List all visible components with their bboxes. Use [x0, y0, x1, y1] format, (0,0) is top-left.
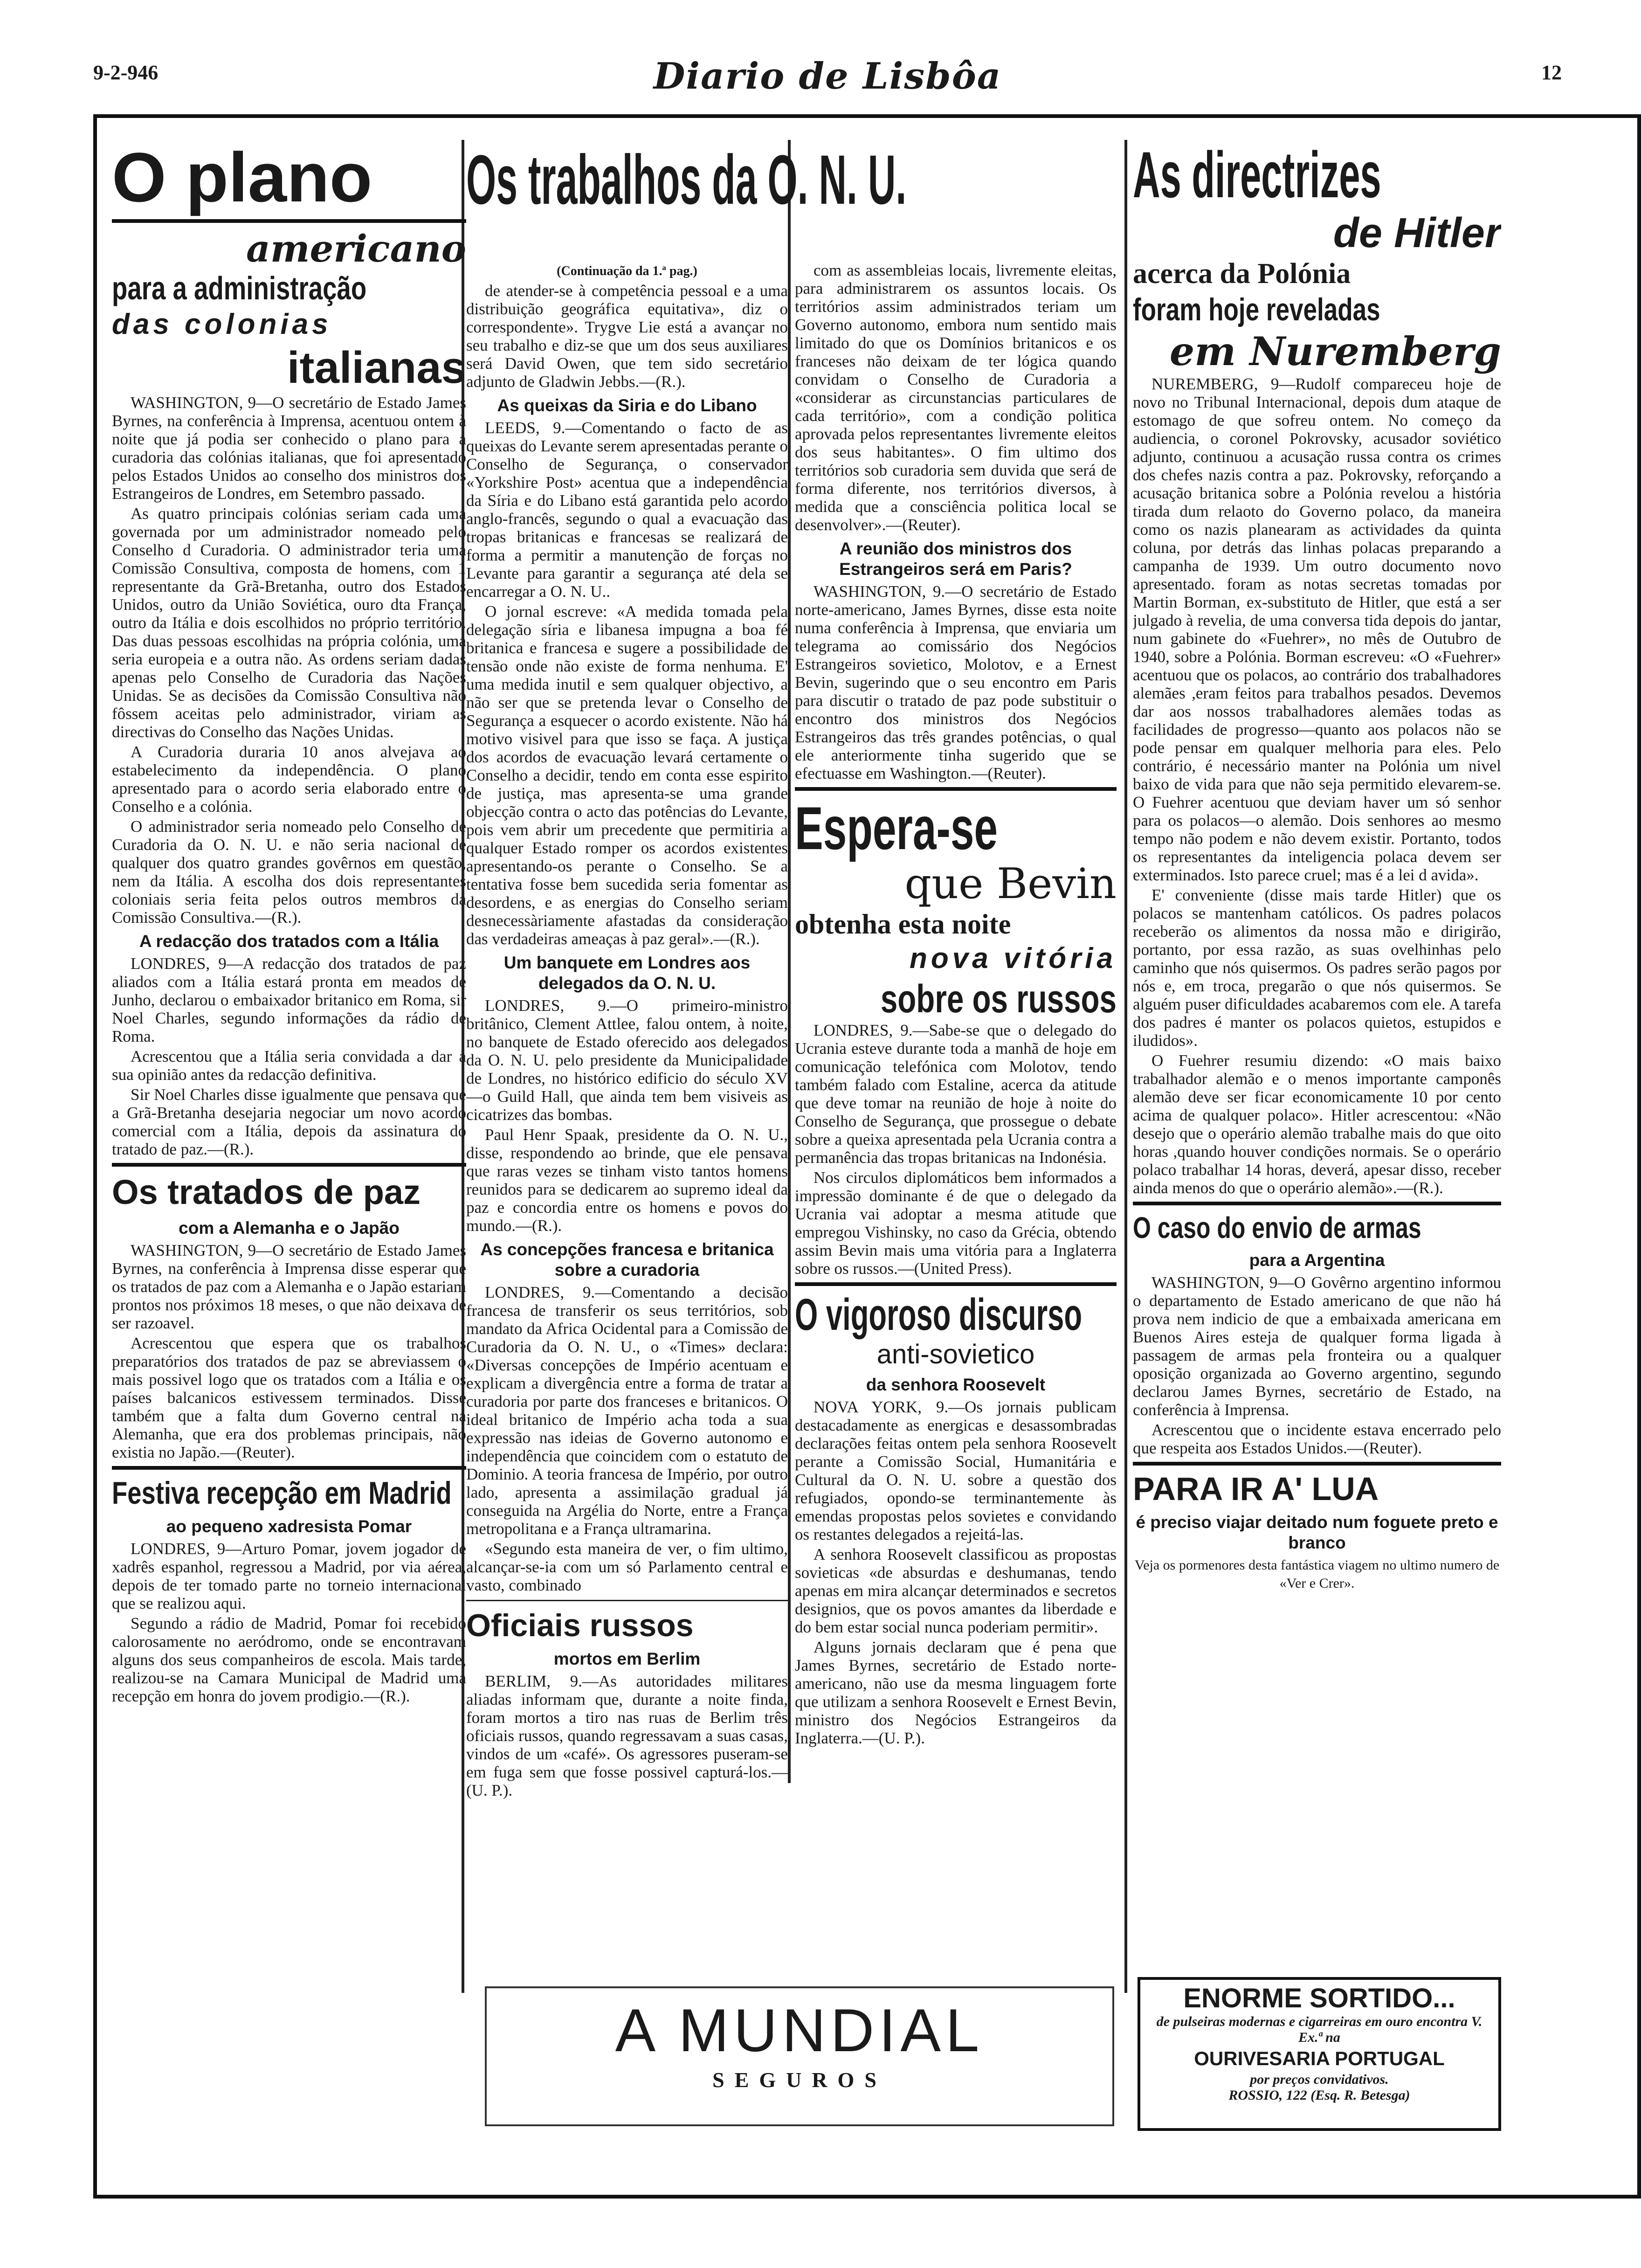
- divider: [466, 1600, 788, 1601]
- headline: em Nuremberg: [1169, 328, 1501, 374]
- subheading: As concepções francesa e britanica sobre a curadoria: [480, 1240, 774, 1279]
- headline: sobre os russos: [880, 977, 1117, 1021]
- headline: americano: [246, 227, 466, 270]
- page-number: 12: [1541, 61, 1562, 84]
- subheading: para a Argentina: [1249, 1251, 1385, 1270]
- paragraph: com as assembleias locais, livremente eleitas, para administrarem os assuntos locais. Os territórios assim administrados teriam um Governo autonomo, embora num sentido mais limitado do que os Domínios britanicos e os franceses não deixam de ter lógica quando convidam o Conselho de Curadoria a «considerar as circunstancias particulares de cada território», com a condição politica aprovada pelos representantes livremente eleitos dos seus habitantes». O fim ultimo dos territórios sob curadoria sem duvida que será de forma diferente, nos territórios diversos, à medida que a consciência politica local se desenvolver».—(Reuter).: [795, 261, 1117, 534]
- subheading: ao pequeno xadresista Pomar: [166, 1517, 412, 1536]
- ad-title: ENORME SORTIDO...: [1183, 1983, 1455, 2013]
- paragraph: A senhora Roosevelt classificou as propostas sovieticas «de absurdas e deshumanas, tendo apenas em mira alcançar determinados e secretos designios, que os povos amantes da liberdade e do bem estar social nunca poderiam permitir».: [795, 1545, 1117, 1636]
- paragraph: WASHINGTON, 9.—O secretário de Estado norte-americano, James Byrnes, disse esta noite numa conferência à Imprensa, que enviaria um telegrama ao comissário dos Negócios Estrangeiros sovietico, Molotov, e a Ernest Bevin, sugerindo que o seu encontro em Paris para discutir o tratado de paz pode substituir o encontro dos ministros dos Negócios Estrangeiros das três grandes potências, o qual ele anteriormente tinha sugerido que se efectuasse em Washington.—(Reuter).: [795, 582, 1117, 782]
- paragraph: LONDRES, 9.—Comentando a decisão francesa de transferir os seus territórios, sob mandato da Africa Ocidental para a Comissão de Curadoria da O. N. U., o «Times» declara: «Diversas concepções de Império acentuam e explicam a divergência entre a forma de tratar a curadoria por parte dos franceses e britanicos. O ideal britanico de Império acha toda a sua expressão nas ideias de Governo autonomo e independência que coincidem com o estatuto de Dominio. A teoria francesa de Império, por outro lado, apresenta a assimilação gradual já conseguida na Argélia do Norte, entre a França metropolitana e a França ultramarina.: [466, 1283, 788, 1538]
- headline: As directrizes: [1133, 140, 1381, 211]
- ad-text: de pulseiras modernas e cigarreiras em ouro encontra V. Ex.ª na: [1156, 2014, 1482, 2045]
- paragraph: WASHINGTON, 9—O secretário de Estado James Byrnes, na conferência à Imprensa disse esperar que os tratados de paz com a Alemanha e o Japão estariam prontos nos próximos 18 meses, o que não deixava de ser razoavel.: [112, 1241, 466, 1332]
- paragraph: Nos circulos diplomáticos bem informados a impressão dominante é de que o delegado da Ucrania vai adoptar a mesma atitude que empregou Vishinsky, no caso da Grécia, obtendo assim Bevin mais uma vitória para a Inglaterra sobre os russos.—(United Press).: [795, 1169, 1117, 1278]
- paragraph: NOVA YORK, 9.—Os jornais publicam destacadamente as energicas e desassombradas declarações feitas ontem pela senhora Roosevelt perante a Comissão Social, Humanitária e Cultural da O. N. U. sobre a questão dos refugiados, opondo-se terminantemente às emendas propostas pelos sovietes e convidando os restantes delegados a rejeitá-las.: [795, 1398, 1117, 1543]
- headline: Os tratados de paz: [112, 1173, 421, 1211]
- advertisement-ourivesaria: [1138, 1977, 1501, 2131]
- paragraph: de atender-se à competência pessoal e a uma distribuição geográfica equitativa», diz o correspondente». Trygve Lie está a avançar no seu trabalho e diz-se que um dos seus auxiliares será David Owen, que tem sido secretário adjunto de Gladwin Jebbs.—(R.).: [466, 282, 788, 391]
- headline: anti-sovietico: [876, 1339, 1035, 1369]
- paragraph: «Segundo esta maneira de ver, o fim ultimo, alcançar-se-ia com um só Parlamento central e vasto, combinado: [466, 1540, 788, 1594]
- paragraph: WASHINGTON, 9—O secretário de Estado James Byrnes, na conferência à Imprensa, acentuou ontem à noite que já podia ser conhecido o plano para a curadoria das colónias italianas, que foi apresentado pelos Estados Unidos ao conselho dos ministros dos Estrangeiros de Londres, em Setembro passado.: [112, 394, 466, 503]
- subheading: Um banquete em Londres aos delegados da O. N. U.: [503, 953, 751, 993]
- paragraph: BERLIM, 9.—As autoridades militares aliadas informam que, durante a noite finda, foram mortos a tiro nas ruas de Berlim três oficiais russos, quando regressavam a suas casas, vindos de um «café». Os agressores puseram-se em fuga sem que fosse possivel capturá-los.—(U. P.).: [466, 1672, 788, 1799]
- headline: O caso do envio de armas: [1133, 1211, 1421, 1245]
- issue-date: 9-2-946: [93, 61, 159, 84]
- paragraph: Segundo a rádio de Madrid, Pomar foi recebido calorosamente no aeródromo, onde se encontravam alguns dos seus companheiros de escola. Mais tarde, realizou-se na Camara Municipal de Madrid uma recepção em honra do jovem prodigio.—(R.).: [112, 1614, 466, 1705]
- headline: para a administração: [112, 270, 367, 306]
- newspaper-title: Diario de Lisbôa: [653, 55, 1002, 97]
- divider: [112, 1163, 466, 1167]
- paragraph: Veja os pormenores desta fantástica viagem no ultimo numero de «Ver e Crer».: [1134, 1557, 1500, 1591]
- headline: nova vitória: [910, 942, 1117, 975]
- paragraph: LONDRES, 9.—Sabe-se que o delegado do Ucrania esteve durante toda a manhã de hoje em comunicação telefónica com Molotov, tendo também falado com Estaline, acerca da atitude que deve tomar na reunião de hoje à noite do Conselho de Segurança, que prossegue o debate sobre a queixa apresentada pela Ucrania contra a permanência das tropas britanicas na Indonésia.: [795, 1021, 1117, 1167]
- headline: Os trabalhos da O. N. U.: [466, 140, 907, 219]
- headline: italianas: [287, 343, 466, 393]
- ad-address: ROSSIO, 122 (Esq. R. Betesga): [1228, 2088, 1410, 2103]
- paragraph: Paul Henr Spaak, presidente da O. N. U., disse, respondendo ao brinde, que ele pensava que raras vezes se tinham visto tantos homens reunidos para se dedicarem ao supremo ideal da paz e concordia entre os homens e povos do mundo.—(R.).: [466, 1126, 788, 1235]
- divider: [112, 219, 466, 223]
- column-4: [1133, 140, 1501, 1970]
- paragraph: O Fuehrer resumiu dizendo: «O mais baixo trabalhador alemão e o menos importante camponês alemão deve ser ficar economicamente 10 por cento acima de qualquer polaco». Hitler acrescentou: «Não desejo que o operário alemão trabalhe mais do que oito horas ,quando houver condições normais. Se o operário polaco trabalhar 14 horas, deverá, apesar disso, receber ainda menos do que o operário alemão».—(R.).: [1133, 1051, 1501, 1197]
- headline: Festiva recepção em Madrid: [112, 1475, 452, 1511]
- column-1: [112, 140, 466, 2184]
- paragraph: Acrescentou que a Itália seria convidada a dar a sua opinião antes da redacção definitiva.: [112, 1047, 466, 1084]
- divider: [112, 1466, 466, 1470]
- column-rule: [788, 140, 791, 1783]
- paragraph: Alguns jornais declaram que é pena que James Byrnes, secretário de Estado norte-americano, não use da mesma linguagem forte que utilizam a senhora Roosevelt e Ernest Bevin, ministro dos Negócios Estrangeiros da Inglaterra.—(U. P.).: [795, 1638, 1117, 1747]
- headline: acerca da Polónia: [1133, 258, 1351, 290]
- paragraph: Acrescentou que o incidente estava encerrado pelo que respeita aos Estados Unidos.—(Reuter).: [1133, 1421, 1501, 1457]
- headline: foram hoje reveladas: [1133, 292, 1380, 327]
- headline: obtenha esta noite: [795, 909, 1011, 940]
- paragraph: E' conveniente (disse mais tarde Hitler) que os polacos se mantenham católicos. Os padres polacos receberão os alimentos da nossa mão e dirigirão, portanto, por essa razão, as suas ovelhinhas pelo caminho que nós quisermos. Os padres serão pagos por nós e, em troca, pregarão o que nós quisermos. Se alguém puser dificuldades acabaremos com ele. A tarefa dos padres é manter os polacos quietos, estupidos e iludidos».: [1133, 886, 1501, 1050]
- paragraph: O administrador seria nomeado pelo Conselho de Curadoria da O. N. U. e não seria nacional de qualquer dos quatro grandes govêrnos em questão, nem da Itália. A escolha dos dois representantes coloniais seria feita pelos outros membros da Comissão Consultiva.—(R.).: [112, 817, 466, 927]
- ad-title: A MUNDIAL: [615, 1996, 984, 2064]
- column-3: [795, 261, 1117, 1988]
- subheading: da senhora Roosevelt: [866, 1375, 1046, 1394]
- divider: [1133, 1202, 1501, 1205]
- ad-text: por preços convidativos.: [1250, 2072, 1389, 2087]
- column-rule: [1124, 140, 1127, 1993]
- paragraph: LONDRES, 9.—O primeiro-ministro britânico, Clement Attlee, falou ontem, à noite, no banquete de Estado oferecido aos delegados da O. N. U. pelo presidente da Municipalidade de Londres, no histórico edificio do século XV—o Guild Hall, que ainda tem bem visiveis as cicatrizes das bombas.: [466, 996, 788, 1124]
- headline: PARA IR A' LUA: [1133, 1471, 1379, 1507]
- paragraph: Sir Noel Charles disse igualmente que pensava que a Grã-Bretanha desejaria negociar um novo acordo comercial com a Itália, depois da assinatura do tratado de paz.—(R.).: [112, 1086, 466, 1158]
- divider: [1133, 1462, 1501, 1466]
- paragraph: As quatro principais colónias seriam cada uma governada por um administrador nomeado pelo Conselho d Curadoria. O administrador teria uma Comissão Consultiva, composta de homens, com 1 representante da Grã-Bretanha, outro dos Estados Unidos, outro da União Soviética, ouro dta França, outro da Itália e dois escolhidos no próprio território. Das duas pessoas escolhidas na própria colónia, uma seria europeia e a outra não. As ordens seriam dadas apenas pelo Conselho de Curadoria das Nações Unidas. Se as decisões da Comissão Consultiva não fôssem aceitas pelo administrador, viriam as directivas do Conselho das Nações Unidas.: [112, 505, 466, 741]
- continuation-note: (Continuação da 1.ª pag.): [557, 264, 697, 278]
- paragraph: LONDRES, 9—Arturo Pomar, jovem jogador de xadrês espanhol, regressou a Madrid, por via aérea, depois de ter tomado parte no torneio internacional que se realizou aqui.: [112, 1540, 466, 1612]
- advertisement-mundial: [485, 1986, 1114, 2126]
- paragraph: LEEDS, 9.—Comentando o facto de as queixas do Levante serem apresentadas perante o Conselho de Segurança, o conservador «Yorkshire Post» acentua que a independência da Síria e do Libano está garantida pelo acordo anglo-francês, segundo o qual a evacuação das tropas britanicas e francesas se realizará de forma a permitir a manutenção de forças no Levante para garantir a segurança até dela se encarregar a O. N. U..: [466, 419, 788, 601]
- headline: O plano: [112, 140, 372, 216]
- headline: que Bevin: [904, 859, 1117, 908]
- ad-subtitle: SEGUROS: [712, 2068, 887, 2092]
- paragraph: Acrescentou que espera que os trabalhos preparatórios dos tratados de paz se abreviassem o mais possivel logo que os tratados com a Itália e os países balcanicos estivessem terminados. Disse também que a falta dum Governo central na Alemanha, que era dos problemas principais, não existia no Japão.—(Reuter).: [112, 1334, 466, 1461]
- headline: de Hitler: [1333, 210, 1501, 256]
- headline: O vigoroso discurso: [795, 1290, 1083, 1340]
- ad-shop-name: OURIVESARIA PORTUGAL: [1194, 2047, 1445, 2069]
- paragraph: A Curadoria duraria 10 anos alvejava ao estabelecimento da independência. O plano apresentado para o acordo seria elaborado entre o Conselho e a colónia.: [112, 743, 466, 816]
- paragraph: LONDRES, 9—A redacção dos tratados de paz aliados com a Itália estará pronta em meados de Junho, declarou o embaixador britanico em Roma, sir Noel Charles, segundo informações da rádio de Roma.: [112, 954, 466, 1045]
- subheading: A reunião dos ministros dos Estrangeiros será em Paris?: [839, 539, 1072, 579]
- subheading: mortos em Berlim: [553, 1649, 701, 1668]
- headline: Oficiais russos: [466, 1608, 694, 1643]
- masthead: [93, 55, 1562, 112]
- subheading: As queixas da Siria e do Libano: [497, 396, 757, 415]
- paragraph: WASHINGTON, 9—O Govêrno argentino informou o departamento de Estado americano de que não há prova nem indicio de que a embaixada americana em Buenos Aires esteja de qualquer forma ligada à passagem de armas pela fronteira ou a qualquer oposição organizada ao Governo argentino, segundo declarou James Byrnes, secretário de Estado, na conferência à Imprensa.: [1133, 1273, 1501, 1419]
- column-2-body: [466, 261, 788, 1988]
- subheading: A redacção dos tratados com a Itália: [139, 932, 439, 951]
- headline: Espera-se: [795, 794, 998, 862]
- subheading: é preciso viajar deitado num foguete preto e branco: [1136, 1513, 1498, 1552]
- paragraph: O jornal escreve: «A medida tomada pela delegação síria e libanesa impugna a boa fé britanica e francesa e sugere a possibilidade de tensão onde não existe de forma nenhuma. E' uma medida inutil e sem qualquer objectivo, a não ser que se pretenda levar o Conselho de Segurança a esquecer o acordo existente. Não há motivo visivel para que isso se faça. A justiça dos acordos de evacuação levará certamente o Conselho a decidir, tendo em conta esse espirito de justiça, mas apresenta-se uma grande objecção contra o acto das potências do Levante, pois vem abrir um precedente que permitiria a qualquer Estado romper os acordos existentes apresentando-os perante o Conselho. Se a tentativa fosse bem sucedida seria fomentar as desordens, e as energias do Conselho seriam desnecessàriamente afastadas da consideração das verdadeiras ameaças à paz geral».—(R.).: [466, 602, 788, 948]
- divider: [795, 1282, 1117, 1286]
- paragraph: NUREMBERG, 9—Rudolf compareceu hoje de novo no Tribunal Internacional, depois dum ataque de estomago de que sofreu ontem. No começo da audiencia, o coronel Pokrovsky, acusador soviético adjunto, continuou a acusação russa contra os crimes dos chefes nazis contra a paz. Pokrovsky, reforçando a acusação britanica sobre a Polónia revelou a história tirada dum relaoto do Governo polaco, da maneira como os nazis planearam as actividades da quinta coluna, por detrás das linhas polacas preparando a campanha de 1939. Um outro documento novo apresentado. foram as notas secretas tomadas por Martin Borman, ex-substituto de Hitler, que está a ser julgado à revelia, de uma conversa tida depois do jantar, num gabinete do «Fuehrer», no mês de Outubro de 1940, sobre a Polónia. Borman escreveu: «O «Fuehrer» acentuou que os polacos, ao contrário dos trabalhadores alemães ,eram feitos para trabalhos pesados. Devemos dar aos nossos trabalhadores alemães todas as facilidades de progresso—quanto aos polacos não se pode pensar em qualquer melhoria para eles. Pelo contrário, é necessário manter na Polónia um nivel baixo de vida para que não seja permitido elevarem-se. O Fuehrer acentuou que deviam haver um só senhor para os polacos—o alemão. Dois senhores ao mesmo tempo não podem e não devem existir. Portanto, todos os representantes da inteligencia polaca devem ser exterminados. Isto parece cruel; mas é a lei d avida».: [1133, 375, 1501, 884]
- divider: [795, 787, 1117, 791]
- headline: das colonias: [112, 308, 332, 340]
- subheading: com a Alemanha e o Japão: [179, 1218, 400, 1238]
